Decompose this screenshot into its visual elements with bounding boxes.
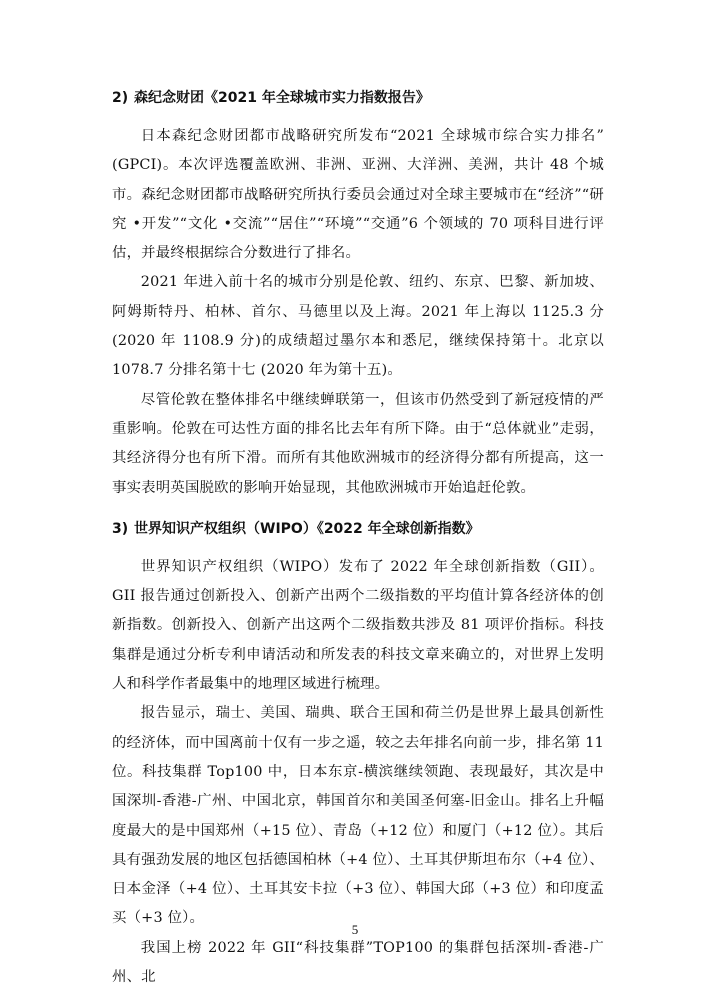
paragraph: 尽管伦敦在整体排名中继续蝉联第一，但该市仍然受到了新冠疫情的严重影响。伦敦在可达性方面的排名比去年有所下降。由于“总体就业”走弱，其经济得分也有所下滑。而所有其他欧洲城市的经济得分都有所提高，这一事实表明英国脱欧的影响开始显现，其他欧洲城市开始追赶伦敦。	[112, 391, 604, 496]
page-content	[112, 88, 604, 992]
section-heading-gii	[112, 519, 604, 539]
page-number: 5	[351, 922, 359, 937]
section-number: 2)	[112, 90, 129, 106]
paragraph: 2021 年进入前十名的城市分别是伦敦、纽约、东京、巴黎、新加坡、阿姆斯特丹、柏林、首尔、马德里以及上海。2021 年上海以 1125.3 分 (2020 年 1108.9 分)的成绩超过墨尔本和悉尼，继续保持第十。北京以 1078.7 分排名第十七 (2020 年为第十五)。	[112, 274, 604, 379]
section-number: 3)	[112, 520, 129, 537]
paragraph: 日本森纪念财团都市战略研究所发布“2021 全球城市综合实力排名” (GPCI)。本次评选覆盖欧洲、非洲、亚洲、大洋洲、美洲，共计 48 个城市。森纪念财团都市战略研究所执行委员会通过对全球主要城市在“经济”“研究 •开发”“文化 •交流”“居住”“环境”“交通”6 个领域的 70 项科目进行评估，并最终根据综合分数进行了排名。	[112, 128, 604, 262]
section-heading-gpci	[112, 88, 604, 108]
paragraph: 我国上榜 2022 年 GII“科技集群”TOP100 的集群包括深圳-香港-广州、北	[112, 939, 604, 986]
paragraph: 世界知识产权组织（WIPO）发布了 2022 年全球创新指数（GII）。GII 报告通过创新投入、创新产出两个二级指数的平均值计算各经济体的创新指数。创新投入、创新产出这两个二级指数共涉及 81 项评价指标。科技集群是通过分析专利申请活动和所发表的科技文章来确立的，对世界上发明人和科学作者最集中的地理区域进行梳理。	[112, 558, 604, 693]
section-title: 森纪念财团《2021 年全球城市实力指数报告》	[134, 90, 430, 106]
paragraph: 报告显示，瑞士、美国、瑞典、联合王国和荷兰仍是世界上最具创新性的经济体，而中国离前十仅有一步之遥，较之去年排名向前一步，排名第 11 位。科技集群 Top100 中，日本东京-横滨继续领跑、表现最好，其次是中国深圳-香港-广州、中国北京，韩国首尔和美国圣何塞-旧金山。排名上升幅度最大的是中国郑州（+15 位）、青岛（+12 位）和厦门（+12 位）。其后具有强劲发展的地区包括德国柏林（+4 位）、土耳其伊斯坦布尔（+4 位）、日本金泽（+4 位）、土耳其安卡拉（+3 位）、韩国大邱（+3 位）和印度孟买（+3 位）。	[112, 705, 604, 927]
section-title: 世界知识产权组织（WIPO）《2022 年全球创新指数》	[134, 520, 480, 537]
